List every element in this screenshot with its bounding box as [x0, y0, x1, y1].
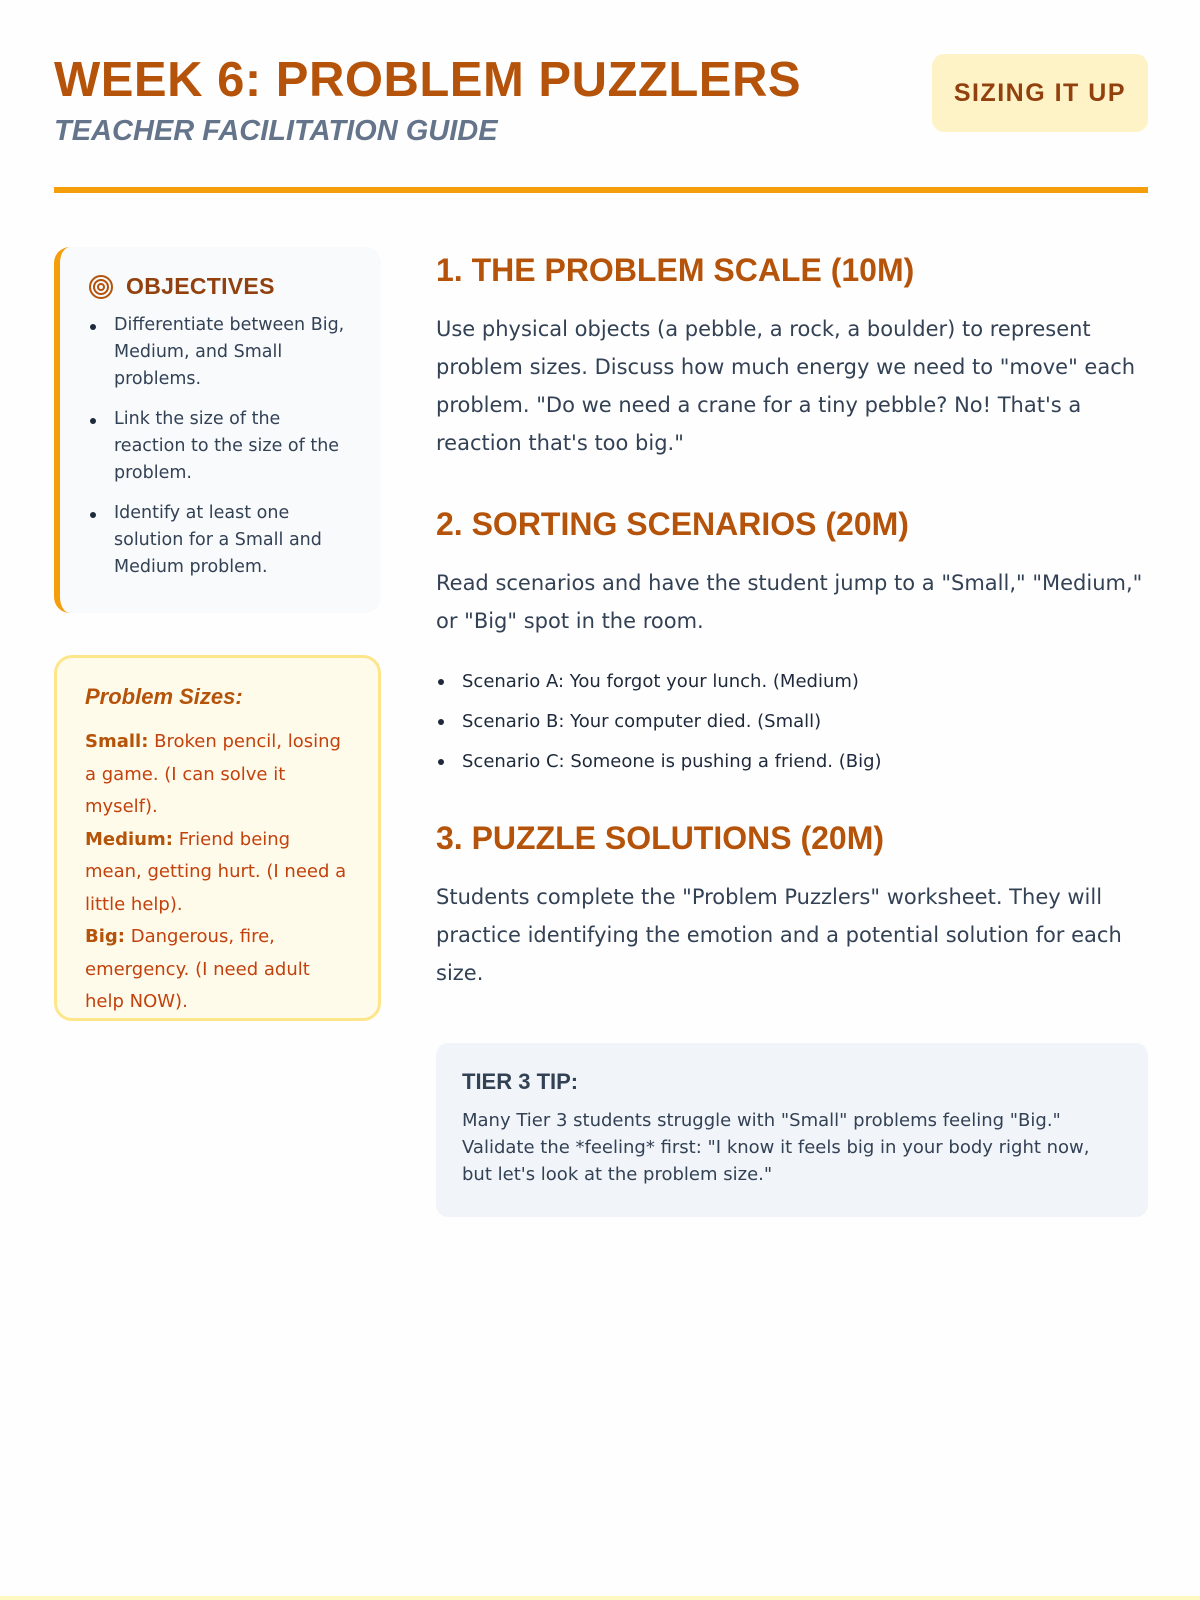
page-subtitle: TEACHER FACILITATION GUIDE — [54, 115, 498, 147]
problem-sizes-card — [54, 655, 381, 1021]
section-body: Use physical objects (a pebble, a rock, a boulder) to represent problem sizes. Discuss how much energy we need to "move" each problem. "Do we need a crane for a tiny pebble? No! That's a reaction that's too big." — [436, 317, 1136, 455]
scenario-item: Scenario B: Your computer died. (Small) — [436, 702, 1148, 742]
problem-sizes-title: Problem Sizes: — [85, 684, 243, 709]
section-body: Students complete the "Problem Puzzlers" worksheet. They will practice identifying the emotion and a potential solution for each size. — [436, 885, 1122, 985]
size-big-label: Big: — [85, 926, 125, 947]
objective-item: Link the size of the reaction to the size of the problem. — [88, 406, 357, 487]
tip-title: TIER 3 TIP: — [462, 1069, 579, 1094]
size-medium-text: Friend being mean, getting hurt. (I need a little help). — [85, 828, 347, 915]
section-title: 2. SORTING SCENARIOS (20M) — [436, 506, 909, 542]
tier3-tip-box — [436, 1043, 1148, 1217]
size-medium-label: Medium: — [85, 828, 173, 850]
size-small — [85, 726, 352, 824]
objectives-list — [88, 312, 357, 581]
size-big — [85, 921, 352, 1019]
section-puzzle-solutions — [436, 818, 1148, 992]
size-medium — [85, 824, 352, 922]
page-header — [54, 50, 1148, 148]
section-problem-scale — [436, 250, 1148, 462]
scenario-item: Scenario C: Someone is pushing a friend. (Big) — [436, 742, 1148, 782]
size-small-text: Broken pencil, losing a game. (I can solve it myself). — [85, 731, 341, 817]
header-divider — [54, 187, 1148, 193]
section-title: 1. THE PROBLEM SCALE (10M) — [436, 252, 915, 288]
size-big-text: Dangerous, fire, emergency. (I need adult help NOW). — [85, 926, 310, 1012]
section-title: 3. PUZZLE SOLUTIONS (20M) — [436, 820, 885, 856]
section-body: Read scenarios and have the student jump to a "Small," "Medium," or "Big" spot in the room. — [436, 571, 1143, 633]
scenario-list — [436, 662, 1148, 782]
objectives-title: OBJECTIVES — [126, 273, 275, 299]
main-content — [436, 250, 1148, 992]
objective-item: Identify at least one solution for a Small and Medium problem. — [88, 500, 357, 581]
page-title: WEEK 6: PROBLEM PUZZLERS — [54, 53, 802, 107]
bottom-strip — [0, 1596, 1200, 1600]
tip-body: Many Tier 3 students struggle with "Small" problems feeling "Big." Validate the *feeling* first: "I know it feels big in your body right now, but let's look at the problem size." — [462, 1110, 1090, 1185]
section-sorting-scenarios — [436, 504, 1148, 782]
objective-item: Differentiate between Big, Medium, and Small problems. — [88, 312, 357, 393]
objectives-card — [54, 247, 381, 613]
objectives-header — [88, 273, 357, 300]
size-small-label: Small: — [85, 731, 149, 752]
topic-badge: SIZING IT UP — [932, 54, 1148, 132]
target-icon — [88, 274, 114, 300]
scenario-item: Scenario A: You forgot your lunch. (Medium) — [436, 662, 1148, 702]
